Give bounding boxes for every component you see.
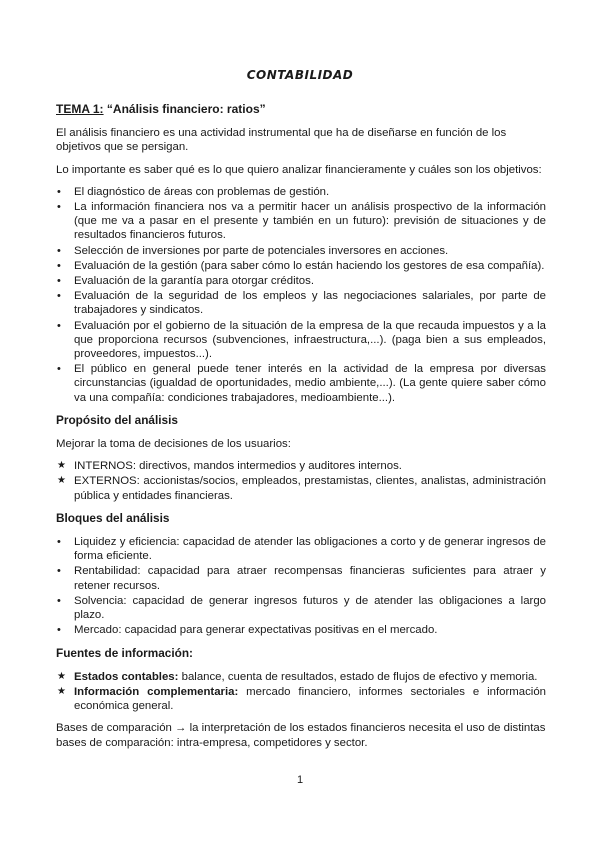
bullet-icon: • — [57, 363, 61, 376]
list-item: • Evaluación de la garantía para otorgar créditos. — [57, 275, 314, 288]
bullet-icon: • — [57, 244, 61, 257]
proposito-intro: Mejorar la toma de decisiones de los usuarios: — [56, 438, 291, 451]
bases-paragraph: Bases de comparación → la interpretación de los estados financieros necesita el uso de distintas bases de comparación: intra-empresa, competidores y sector. — [56, 722, 546, 749]
objectives-list — [56, 185, 546, 405]
star-icon: ★ — [57, 670, 66, 682]
bullet-icon: • — [57, 536, 61, 549]
list-item: • El diagnóstico de áreas con problemas de gestión. — [57, 185, 330, 198]
list-item: • Evaluación por el gobierno de la situación de la empresa de la que recauda impuestos y a la que proporciona recursos (subvenciones, infraestructura,...). (paga bien a sus empleados, proveedores, impuestos...). — [57, 319, 546, 361]
bullet-icon: • — [57, 259, 61, 272]
bullet-icon: • — [57, 275, 61, 288]
bullet-icon: • — [57, 565, 61, 578]
star-icon: ★ — [57, 685, 66, 697]
document-body — [56, 102, 546, 758]
list-item: ★ Estados contables: balance, cuenta de resultados, estado de flujos de efectivo y memoria. — [57, 670, 538, 683]
list-item: • Evaluación de la gestión (para saber cómo lo están haciendo los gestores de esa compañía). — [57, 259, 545, 272]
list-item: • Mercado: capacidad para generar expectativas positivas en el mercado. — [57, 624, 438, 637]
list-item: • El público en general puede tener interés en la actividad de la empresa por diversas circunstancias (igualdad de oportunidades, medio ambiente,...). (La gente quiere saber cómo va una compañía: condiciones trabajadores, medioambiente...). — [57, 363, 546, 404]
bloques-heading: Bloques del análisis — [56, 510, 170, 525]
proposito-heading: Propósito del análisis — [56, 412, 178, 427]
bullet-icon: • — [57, 185, 61, 198]
page-number: 1 — [296, 774, 304, 786]
tema-label: TEMA 1: — [56, 102, 104, 116]
list-item: ★ INTERNOS: directivos, mandos intermedios y auditores internos. — [57, 460, 402, 473]
proposito-list — [56, 459, 546, 503]
star-icon: ★ — [57, 475, 66, 487]
list-item: ★ EXTERNOS: accionistas/socios, empleados, prestamistas, clientes, analistas, administración pública y entidades financieras. — [57, 475, 546, 502]
list-item: • Rentabilidad: capacidad para atraer recompensas financieras suficientes para atraer y retener recursos. — [57, 565, 546, 592]
fuentes-heading: Fuentes de información: — [56, 645, 193, 660]
bullet-icon: • — [57, 201, 61, 214]
list-item: • Solvencia: capacidad de generar ingresos futuros y de atender las obligaciones a largo plazo. — [57, 594, 546, 622]
bullet-icon: • — [57, 594, 61, 607]
bullet-icon: • — [57, 319, 61, 332]
tema-heading — [56, 102, 546, 116]
document-title: CONTABILIDAD — [246, 68, 354, 82]
bullet-icon: • — [57, 624, 61, 637]
intro-paragraph: El análisis financiero es una actividad instrumental que ha de diseñarse en función de los objetivos que se persigan. — [56, 127, 507, 154]
star-icon: ★ — [57, 460, 66, 472]
list-item: • Selección de inversiones por parte de potenciales inversores en acciones. — [57, 244, 449, 257]
list-item: ★ Información complementaria: mercado financiero, informes sectoriales e información económica general. — [57, 685, 546, 713]
fuentes-list — [56, 670, 546, 714]
tema-title: “Análisis financiero: ratios” — [106, 102, 266, 116]
list-item: • Evaluación de la seguridad de los empleos y las negociaciones salariales, por parte de trabajadores y sindicatos. — [57, 290, 546, 317]
bullet-icon: • — [57, 290, 61, 303]
list-item: • Liquidez y eficiencia: capacidad de atender las obligaciones a corto y de generar ingresos de forma eficiente. — [57, 536, 546, 563]
bloques-list — [56, 535, 546, 637]
list-item: • La información financiera nos va a permitir hacer un análisis prospectivo de la información (que me va a pasar en el presente y también en un futuro): previsión de situaciones y de resultados financieros futuros. — [57, 201, 546, 242]
objectives-intro: Lo importante es saber qué es lo que quiero analizar financieramente y cuáles son los objetivos: — [56, 163, 542, 176]
